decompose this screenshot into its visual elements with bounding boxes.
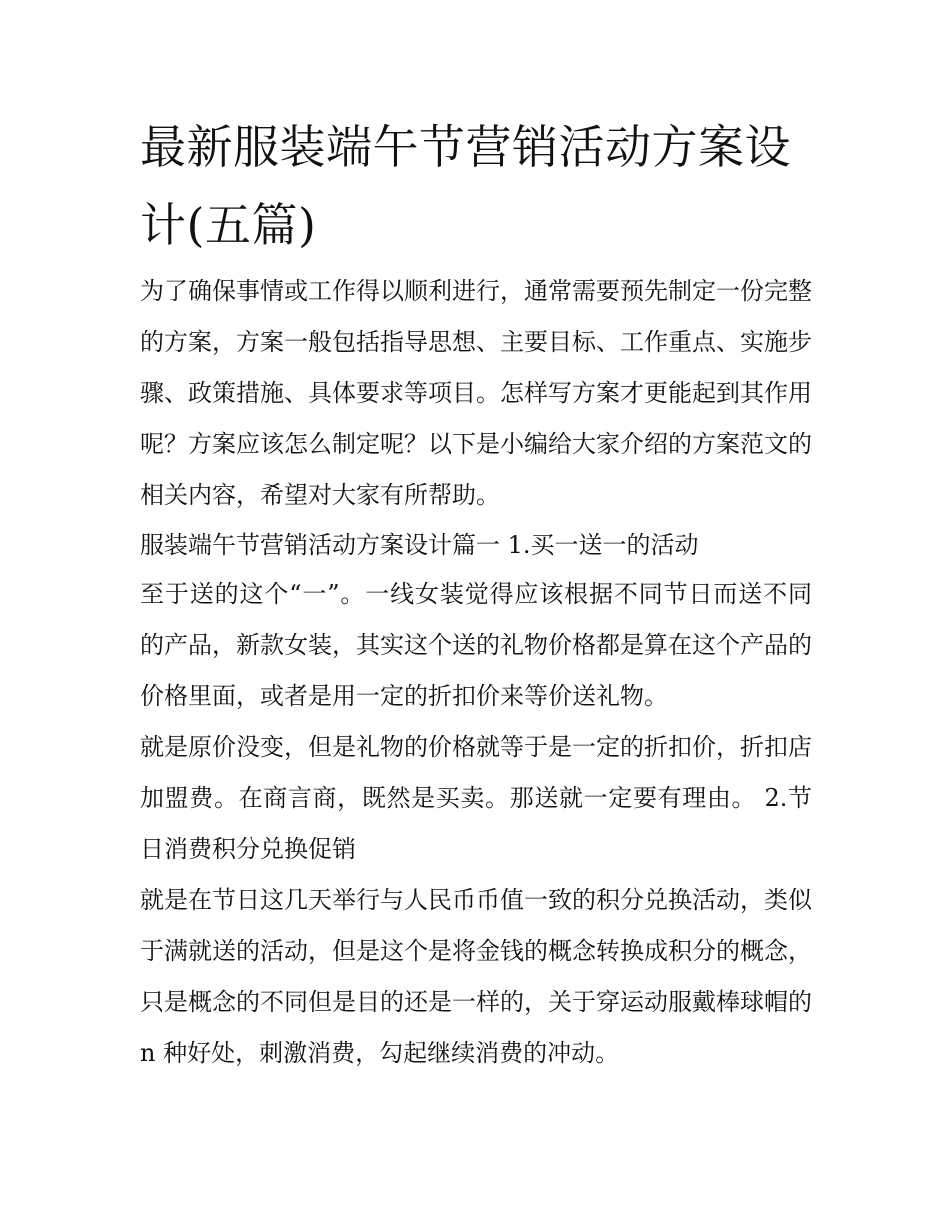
body-paragraph: 至于送的这个“一”。一线女装觉得应该根据不同节日而送不同的产品，新款女装，其实这个送的礼物价格都是算在这个产品的价格里面，或者是用一定的折扣价来等价送礼物。: [140, 580, 812, 710]
body-paragraph: 就是原价没变，但是礼物的价格就等于是一定的折扣价，折扣店加盟费。在商言商，既然是买卖。那送就一定要有理由。 2.节日消费积分兑换促销: [140, 733, 812, 863]
document-title: 最新服装端午节营销活动方案设计(五篇): [140, 120, 791, 252]
intro-paragraph: 为了确保事情或工作得以顺利进行，通常需要预先制定一份完整的方案，方案一般包括指导思想、主要目标、工作重点、实施步骤、政策措施、具体要求等项目。怎样写方案才更能起到其作用呢？方案应该怎么制定呢？以下是小编给大家介绍的方案范文的相关内容，希望对大家有所帮助。: [140, 277, 812, 509]
body-paragraph: 就是在节日这几天举行与人民币币值一致的积分兑换活动，类似于满就送的活动，但是这个是将金钱的概念转换成积分的概念，只是概念的不同但是目的还是一样的，关于穿运动服戴棒球帽的 n 种好处，刺激消费，勾起继续消费的冲动。: [140, 886, 812, 1067]
section-heading-paragraph: 服装端午节营销活动方案设计篇一 1.买一送一的活动: [140, 531, 699, 559]
document-page: [140, 108, 812, 1079]
